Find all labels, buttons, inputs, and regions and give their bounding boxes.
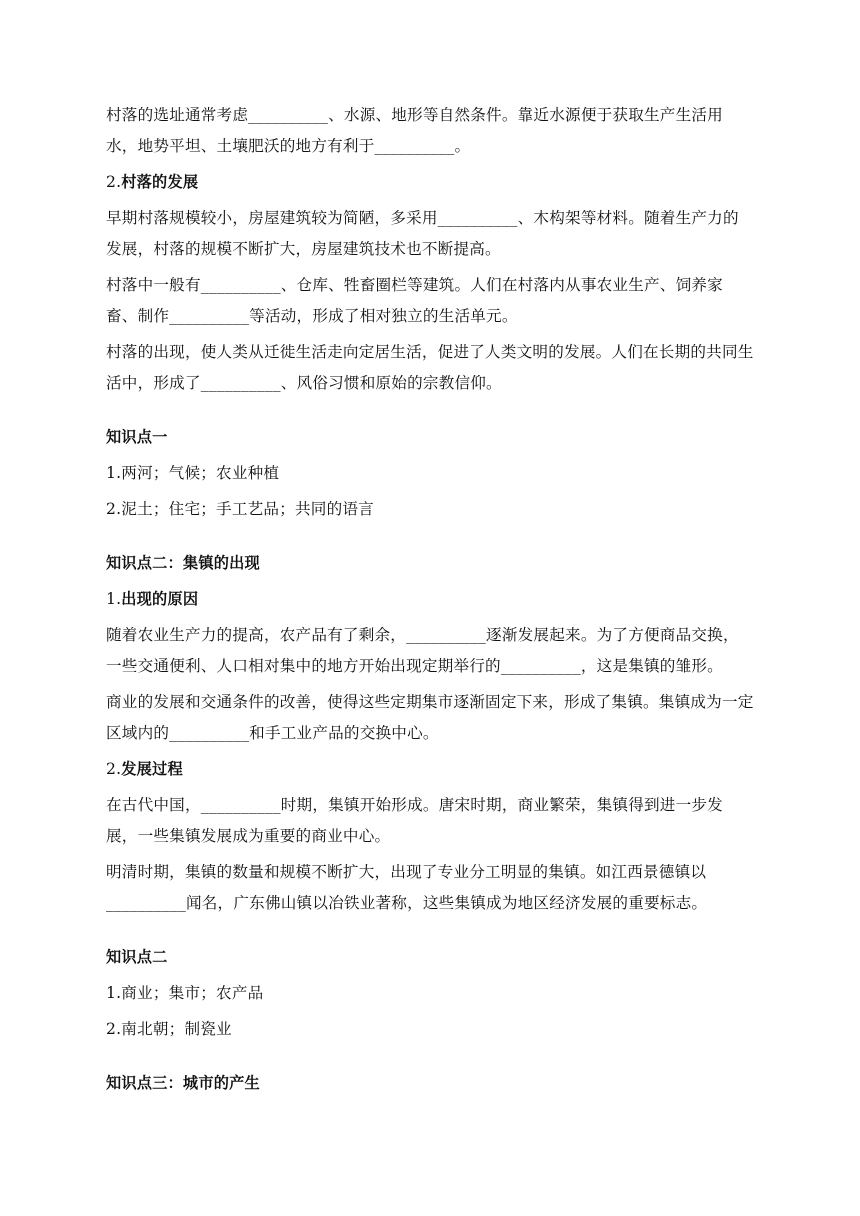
answer-2-line-1: 1.商业；集市；农产品 [106,984,264,1002]
document-page [106,100,754,1099]
paragraph-village-significance: 村落的出现，使人类从迁徙生活走向定居生活，促进了人类文明的发展。人们在长期的共同生活中，形成了__________、风俗习惯和原始的宗教信仰。 [106,343,754,392]
heading-number: 1. [106,590,122,608]
heading-number: 2. [106,760,122,778]
answer-2-line-2: 2.南北朝；制瓷业 [106,1020,232,1038]
answer-2-title: 知识点二 [106,948,168,966]
heading-number: 2. [106,173,122,191]
heading-village-development [106,167,754,198]
paragraph-market-origin: 随着农业生产力的提高，农产品有了剩余，__________逐渐发展起来。为了方便商品交换，一些交通便利、人口相对集中的地方开始出现定期举行的__________，这是集镇的雏形。 [106,626,739,675]
answer-1-line-2: 2.泥土；住宅；手工艺品；共同的语言 [106,500,374,518]
section-title-cities: 知识点三：城市的产生 [106,1074,260,1092]
heading-development-process [106,754,754,785]
heading-reasons [106,584,754,615]
paragraph-early-villages: 早期村落规模较小，房屋建筑较为简陋，多采用__________、木构架等材料。随着生产力的发展，村落的规模不断扩大，房屋建筑技术也不断提高。 [106,209,739,258]
paragraph-village-site: 村落的选址通常考虑__________、水源、地形等自然条件。靠近水源便于获取生产生活用水，地势平坦、土壤肥沃的地方有利于__________。 [106,106,723,155]
paragraph-ming-qing: 明清时期，集镇的数量和规模不断扩大，出现了专业分工明显的集镇。如江西景德镇以__________闻名，广东佛山镇以冶铁业著称，这些集镇成为地区经济发展的重要标志。 [106,863,708,912]
paragraph-village-buildings: 村落中一般有__________、仓库、牲畜圈栏等建筑。人们在村落内从事农业生产、饲养家畜、制作__________等活动，形成了相对独立的生活单元。 [106,276,723,325]
heading-text: 村落的发展 [121,173,199,191]
heading-text: 发展过程 [121,760,183,778]
paragraph-market-formation: 商业的发展和交通条件的改善，使得这些定期集市逐渐固定下来，形成了集镇。集镇成为一定区域内的__________和手工业产品的交换中心。 [106,693,754,742]
section-title-market-towns: 知识点二：集镇的出现 [106,554,260,572]
answer-1-title: 知识点一 [106,428,168,446]
heading-text: 出现的原因 [121,590,199,608]
answer-1-line-1: 1.两河；气候；农业种植 [106,464,280,482]
paragraph-ancient-china: 在古代中国，__________时期，集镇开始形成。唐宋时期，商业繁荣，集镇得到进一步发展，一些集镇发展成为重要的商业中心。 [106,796,723,845]
